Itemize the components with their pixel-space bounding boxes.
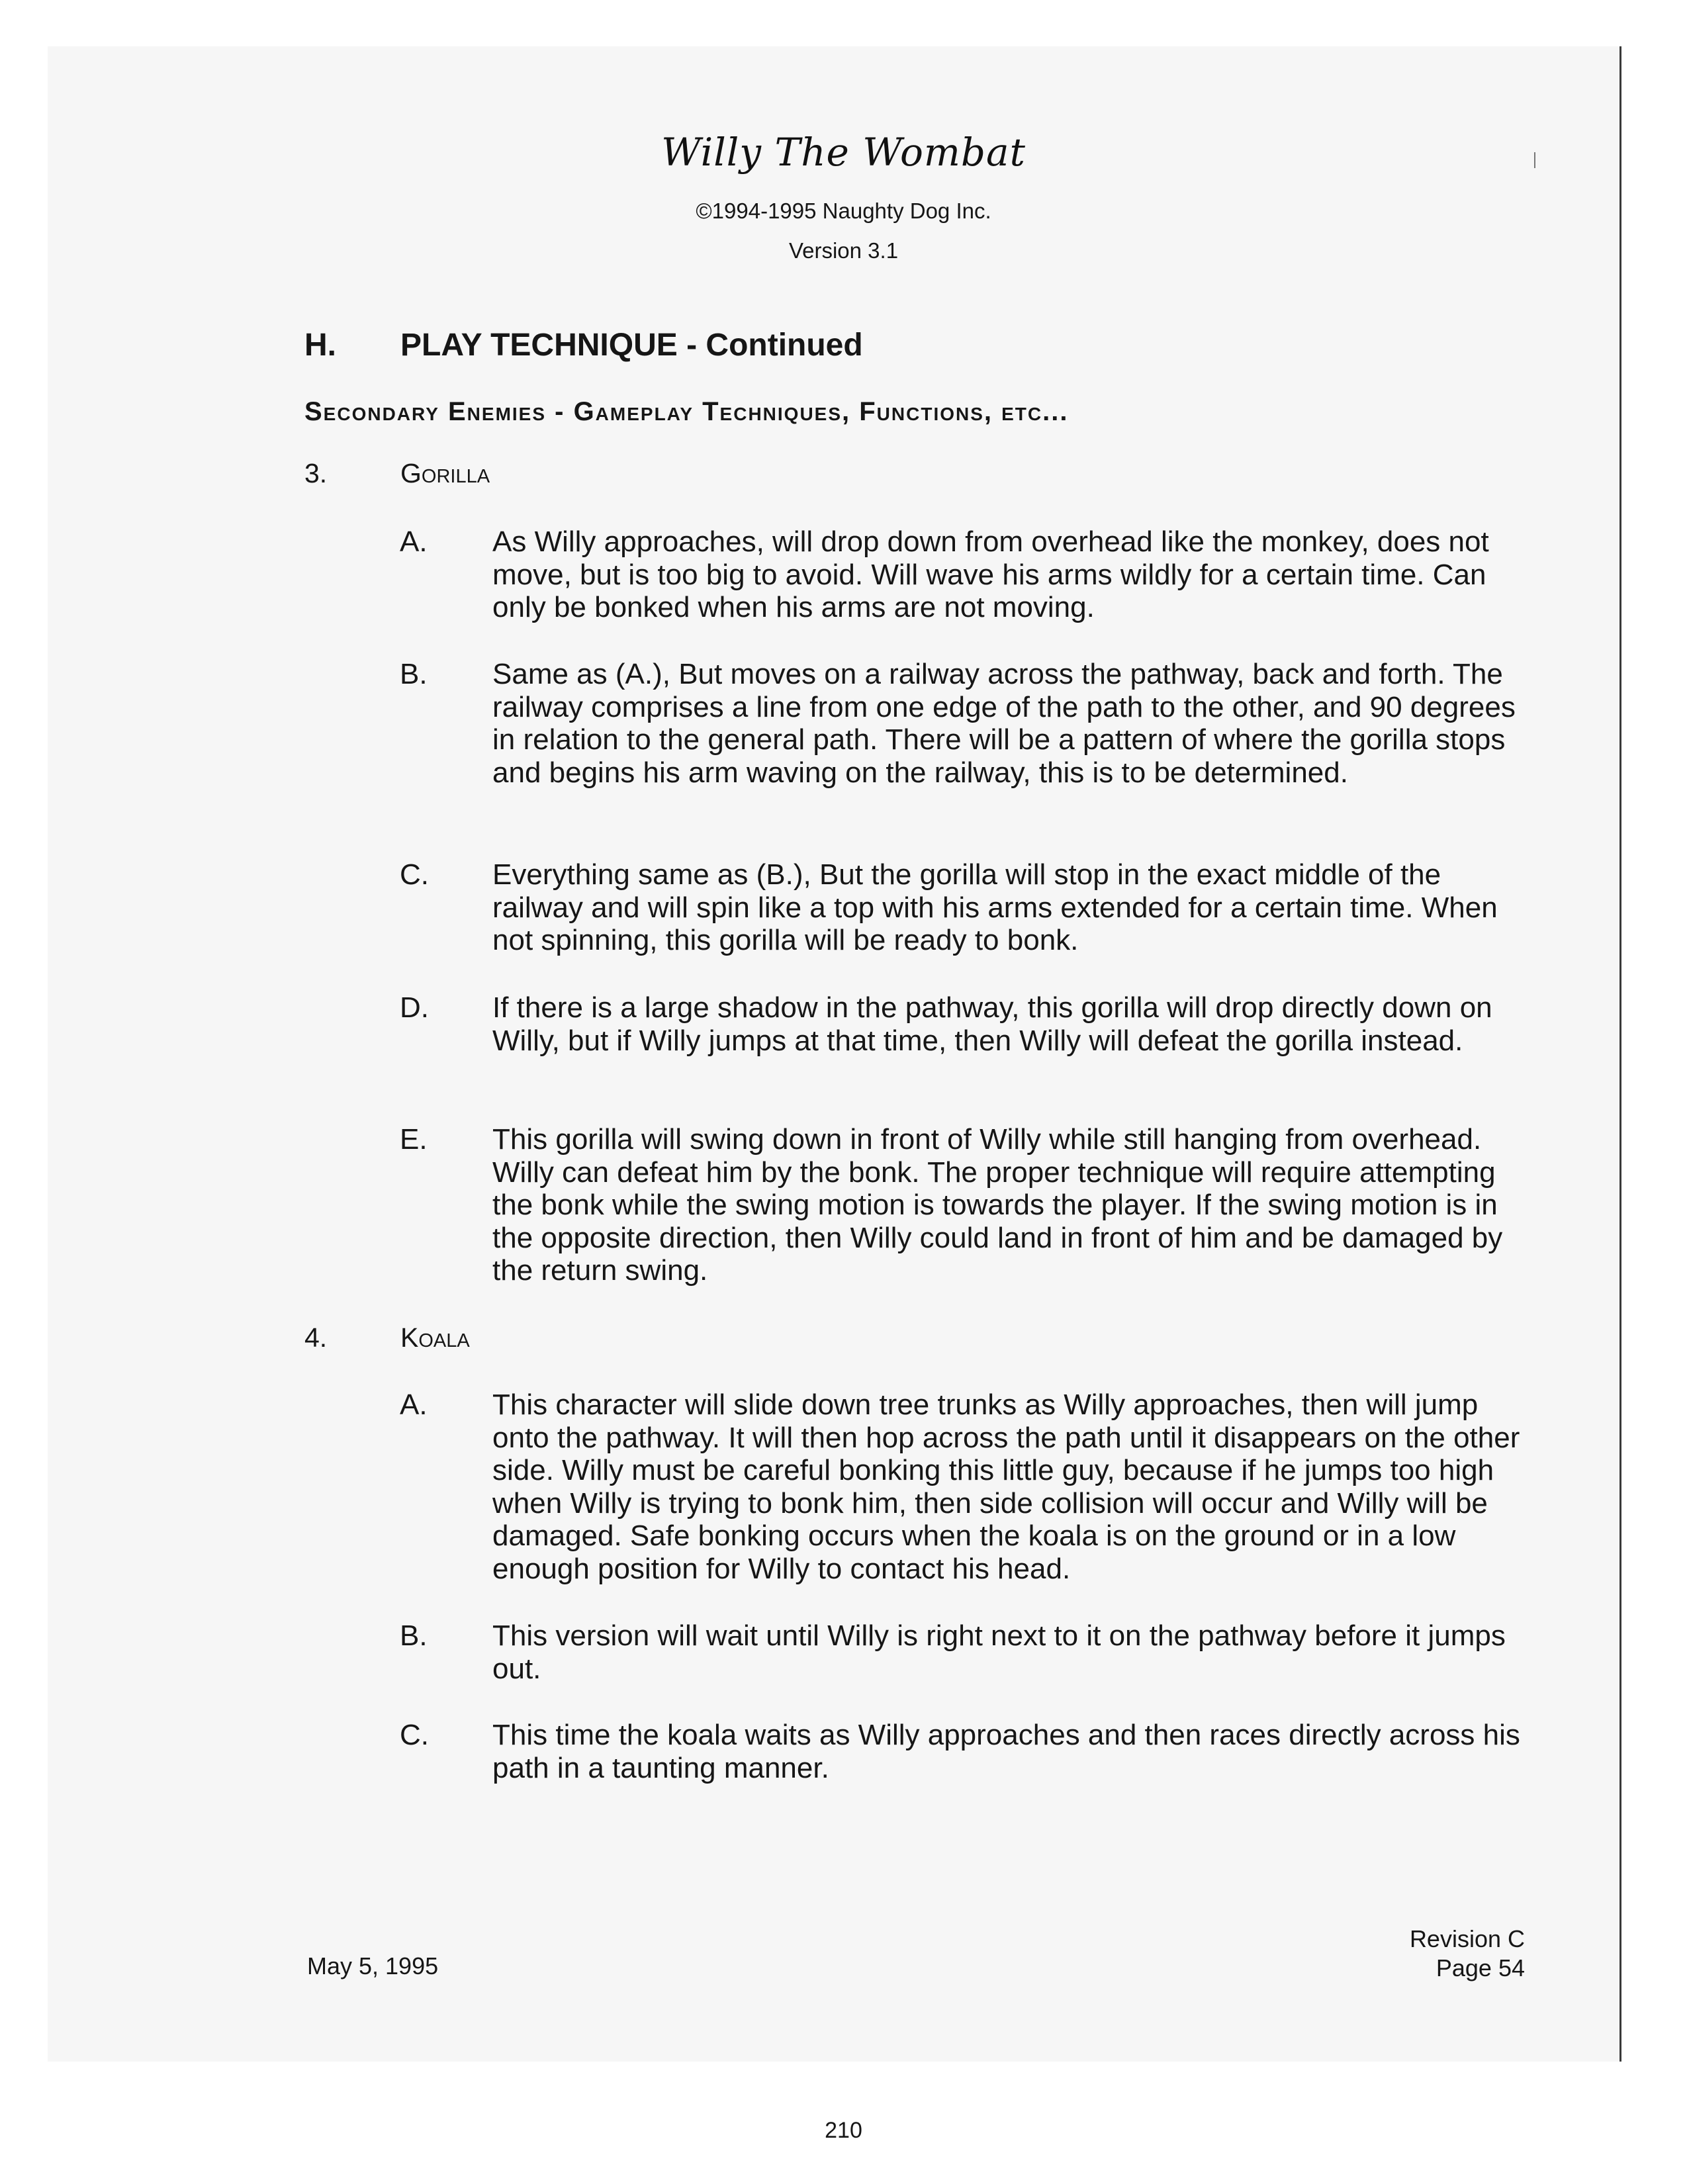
item-text: Everything same as (B.), But the gorilla will stop in the exact middle of the railway and will spin like a top with his arms extended for a certain time. When not spinning, this gorilla will be ready to bonk. xyxy=(492,858,1498,956)
item-letter: D. xyxy=(400,991,429,1024)
item-letter: E. xyxy=(400,1123,428,1156)
topic-number: 3. xyxy=(304,458,328,488)
item-text: This version will wait until Willy is right next to it on the pathway before it jumps out. xyxy=(492,1619,1506,1685)
section-heading xyxy=(304,327,863,363)
list-item-koala-c xyxy=(400,1719,1525,1784)
list-item-gorilla-c xyxy=(400,858,1525,957)
footer-revision-block xyxy=(1410,1925,1525,1983)
list-item-gorilla-a xyxy=(400,525,1525,624)
copyright-line: ©1994-1995 Naughty Dog Inc. xyxy=(696,199,991,223)
section-letter: H. xyxy=(304,328,336,363)
section-subtitle: Secondary Enemies - Gameplay Techniques, Functions, etc... xyxy=(304,397,1069,426)
list-item-koala-a xyxy=(400,1388,1525,1585)
topic-number: 4. xyxy=(304,1322,328,1353)
footer-date: May 5, 1995 xyxy=(307,1952,439,1979)
list-item-koala-b xyxy=(400,1619,1525,1685)
item-letter: B. xyxy=(400,658,428,690)
list-item-gorilla-e xyxy=(400,1123,1525,1287)
item-letter: B. xyxy=(400,1619,428,1652)
footer-page: Page 54 xyxy=(1436,1954,1525,1981)
topic-heading-koala xyxy=(304,1322,470,1353)
item-text: If there is a large shadow in the pathway, this gorilla will drop directly down on Willy, but if Willy jumps at that time, then Willy will defeat the gorilla instead. xyxy=(492,991,1492,1057)
version-line: Version 3.1 xyxy=(788,238,899,263)
item-text: This time the koala waits as Willy approaches and then races directly across his path in a taunting manner. xyxy=(492,1719,1520,1784)
item-letter: C. xyxy=(400,858,429,891)
item-letter: A. xyxy=(400,1388,428,1421)
list-item-gorilla-b xyxy=(400,658,1525,789)
item-letter: C. xyxy=(400,1719,429,1751)
item-text: This gorilla will swing down in front of Willy while still hanging from overhead. Willy can defeat him by the bonk. The proper technique will require attempting the bonk while the swing motion is towards the player. If the swing motion is in the opposite direction, then Willy could land in front of him and be damaged by the return swing. xyxy=(492,1123,1503,1287)
topic-name: Gorilla xyxy=(400,458,490,488)
section-title: PLAY TECHNIQUE - Continued xyxy=(400,328,863,363)
footer-revision: Revision C xyxy=(1409,1925,1525,1952)
list-item-gorilla-d xyxy=(400,991,1525,1057)
item-text: As Willy approaches, will drop down from overhead like the monkey, does not move, but is too big to avoid. Will wave his arms wildly for a certain time. Can only be bonked when his arms are not moving. xyxy=(492,525,1489,623)
scan-page-number: 210 xyxy=(825,2118,862,2143)
topic-heading-gorilla xyxy=(304,458,490,489)
topic-name: Koala xyxy=(400,1322,470,1353)
document-title: Willy The Wombat xyxy=(661,130,1026,175)
item-text: This character will slide down tree trunks as Willy approaches, then will jump onto the pathway. It will then hop across the path until it disappears on the other side. Willy must be careful bonking this little guy, because if he jumps too high when Willy is trying to bonk him, then side collision will occur and Willy will be damaged. Safe bonking occurs when the koala is on the ground or in a low enough position for Willy to contact his head. xyxy=(492,1388,1520,1585)
item-text: Same as (A.), But moves on a railway across the pathway, back and forth. The railway comprises a line from one edge of the path to the other, and 90 degrees in relation to the general path. There will be a pattern of where the gorilla stops and begins his arm waving on the railway, this is to be determined. xyxy=(492,658,1516,789)
item-letter: A. xyxy=(400,525,428,558)
